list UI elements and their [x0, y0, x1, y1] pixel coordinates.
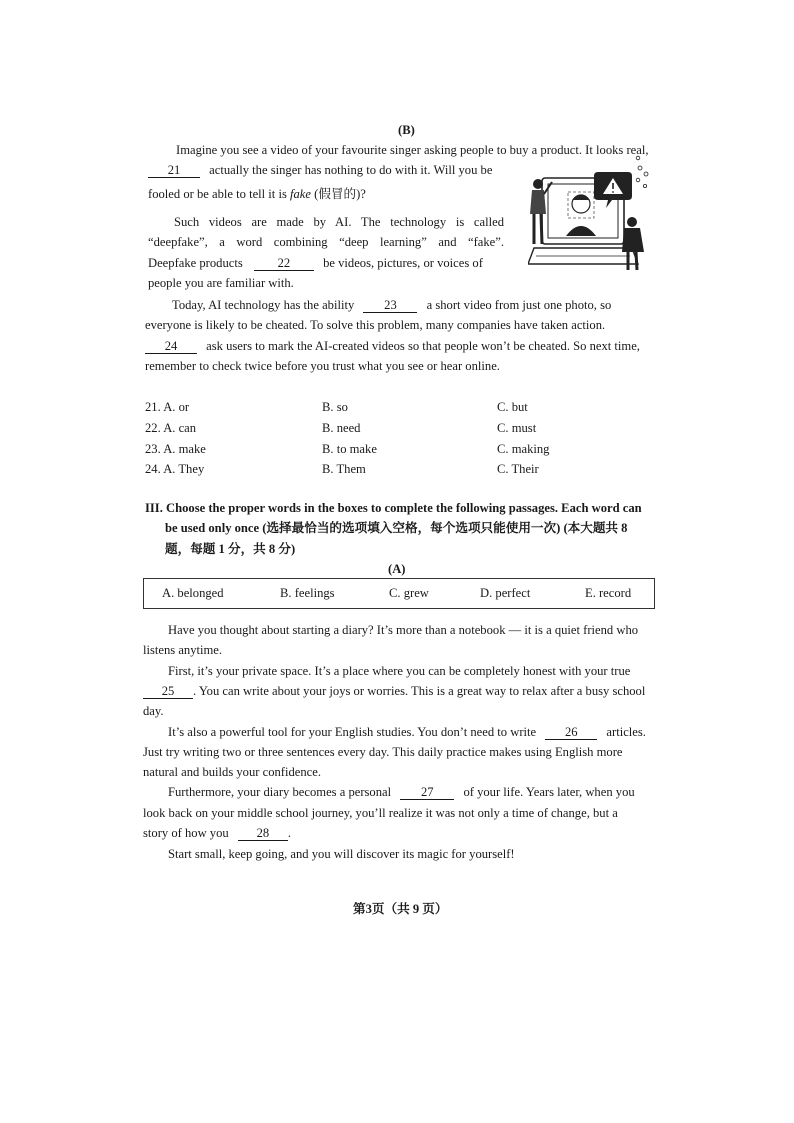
a-p4-line1-b: of your life. Years later, when you — [463, 785, 635, 799]
a-p3-line3: natural and builds your confidence. — [143, 765, 322, 779]
option-21-a[interactable]: 21. A. or — [145, 400, 190, 414]
option-22-a[interactable]: 22. A. can — [145, 421, 197, 435]
a-p3-line1-b: articles. — [606, 725, 646, 739]
blank-21[interactable]: 21 — [148, 164, 200, 178]
blank-22[interactable]: 22 — [254, 257, 314, 271]
b-p2-line3 — [148, 255, 483, 271]
blank-27[interactable]: 27 — [400, 786, 454, 800]
b-p1-line2-text: actually the singer has nothing to do with it. Will you be — [209, 163, 493, 177]
blank-24[interactable]: 24 — [145, 340, 197, 354]
b-p3-line1-a: Today, AI technology has the ability — [172, 298, 355, 312]
section-label-b: (B) — [398, 123, 415, 137]
b-p2-line2: “deepfake”, a word combining “deep learning” and “fake”. — [148, 235, 504, 249]
blank-25[interactable]: 25 — [143, 685, 193, 699]
option-24-b[interactable]: B. Them — [322, 462, 366, 476]
a-p3-line1 — [168, 724, 646, 740]
part3-heading-line2: be used only once (选择最恰当的选项填入空格，每个选项只能使用一次) (本大题共 8 — [165, 521, 628, 535]
word-option-a[interactable]: A. belonged — [162, 586, 224, 600]
part3-heading-line1: III. Choose the proper words in the boxes to complete the following passages. Each word can — [145, 501, 642, 515]
b-p3-line1 — [172, 297, 611, 313]
a-p1-line2: listens anytime. — [143, 643, 223, 657]
option-24-a[interactable]: 24. A. They — [145, 462, 205, 476]
a-p3-line1-a: It’s also a powerful tool for your English studies. You don’t need to write — [168, 725, 537, 739]
a-p4-line3-a: story of how you — [143, 826, 229, 840]
b-p1-line2 — [148, 162, 492, 178]
option-23-c[interactable]: C. making — [497, 442, 550, 456]
option-23-b[interactable]: B. to make — [322, 442, 377, 456]
a-p3-line2: Just try writing two or three sentences every day. This daily practice makes using English more — [143, 745, 623, 759]
a-p2-line2 — [143, 683, 645, 699]
b-p3-line4: remember to check twice before you trust what you see or hear online. — [145, 359, 500, 373]
b-p1-line3-a: fooled or be able to tell it is — [148, 187, 290, 201]
laptop-deepfake-warning-illustration — [528, 152, 660, 274]
blank-26[interactable]: 26 — [545, 726, 597, 740]
a-p2-line2-text: . You can write about your joys or worries. This is a great way to relax after a busy school — [193, 684, 646, 698]
b-p3-line1-b: a short video from just one photo, so — [426, 298, 612, 312]
b-p1-line3 — [148, 186, 366, 202]
section-label-a: (A) — [388, 562, 406, 576]
a-p4-line3-b: . — [287, 826, 292, 840]
b-p2-line3-a: Deepfake products — [148, 256, 243, 270]
b-p1-line3-b: (假冒的)? — [310, 187, 366, 201]
option-22-b[interactable]: B. need — [322, 421, 361, 435]
a-p4-line2: look back on your middle school journey, you’ll realize it was not only a time of change, but a — [143, 806, 618, 820]
b-p3-line3-text: ask users to mark the AI-created videos so that people won’t be cheated. So next time, — [206, 339, 640, 353]
a-p4-line1 — [168, 784, 635, 800]
b-p2-line4: people you are familiar with. — [148, 276, 294, 290]
word-option-d[interactable]: D. perfect — [480, 586, 531, 600]
word-option-e[interactable]: E. record — [585, 586, 632, 600]
a-p1-line1: Have you thought about starting a diary? It’s more than a notebook — it is a quiet friend who — [168, 623, 639, 637]
option-23-a[interactable]: 23. A. make — [145, 442, 206, 456]
page-footer: 第3页（共 9 页） — [353, 902, 448, 916]
option-24-c[interactable]: C. Their — [497, 462, 539, 476]
option-21-b[interactable]: B. so — [322, 400, 348, 414]
option-22-c[interactable]: C. must — [497, 421, 537, 435]
word-option-b[interactable]: B. feelings — [280, 586, 335, 600]
a-p2-line3: day. — [143, 704, 164, 718]
blank-23[interactable]: 23 — [363, 299, 417, 313]
b-p1-line1: Imagine you see a video of your favourite singer asking people to buy a product. It looks real, — [176, 143, 649, 157]
word-box — [143, 578, 655, 609]
part3-heading-line3: 题，每题 1 分，共 8 分) — [165, 542, 296, 556]
b-p2-line3-b: be videos, pictures, or voices of — [323, 256, 483, 270]
a-p4-line1-a: Furthermore, your diary becomes a personal — [168, 785, 392, 799]
b-p2-line1: Such videos are made by AI. The technology is called — [174, 215, 504, 229]
a-p5: Start small, keep going, and you will discover its magic for yourself! — [168, 847, 515, 861]
word-option-c[interactable]: C. grew — [389, 586, 429, 600]
b-p3-line3 — [145, 338, 640, 354]
a-p4-line3 — [143, 825, 291, 841]
b-p3-line2: everyone is likely to be cheated. To solve this problem, many companies have taken action. — [145, 318, 606, 332]
blank-28[interactable]: 28 — [238, 827, 288, 841]
option-21-c[interactable]: C. but — [497, 400, 528, 414]
a-p2-line1: First, it’s your private space. It’s a place where you can be completely honest with your true — [168, 664, 631, 678]
fake-word: fake — [290, 187, 311, 201]
